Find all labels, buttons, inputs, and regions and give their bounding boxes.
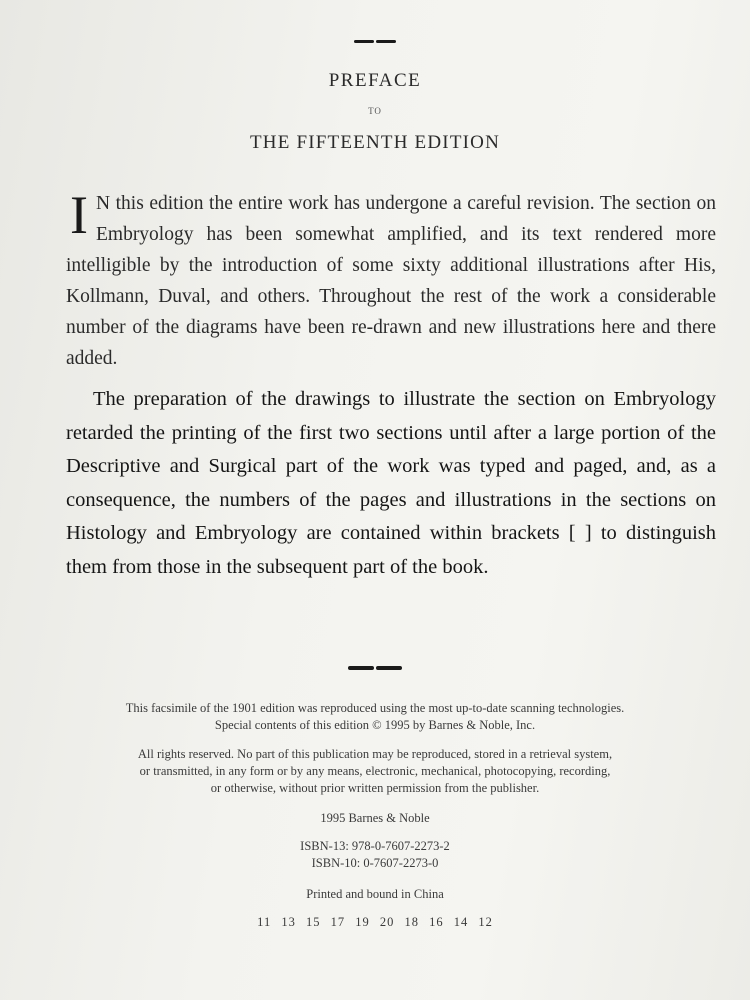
rights-line-3: or otherwise, without prior written permission from the publisher.	[210, 781, 540, 795]
paragraph-2: The preparation of the drawings to illustrate the section on Embryology retarded the printing of the first two sections until after a large portion of the Descriptive and Surgical part of the work was typed and paged, and, as a consequence, the numbers of the pages and illustrations in the sections on Histology and Embryology are contained within brackets [ ] to distinguish them from those in the subsequent part of the book.	[66, 388, 716, 578]
print-number: 17	[330, 915, 346, 929]
print-number: 15	[305, 915, 321, 929]
print-number: 12	[478, 915, 493, 929]
paragraph-1-text: N this edition the entire work has undergone a careful revision. The section on Embryology has been somewhat amplified, and its text rendered more intelligible by the introduction of some sixty additional illustrations after His, Kollmann, Duval, and others. Throughout the rest of the work a considerable number of the diagrams have been re-drawn and new illustrations here and there added.	[66, 193, 716, 369]
ornament-dash	[348, 666, 374, 670]
print-number: 16	[429, 915, 444, 929]
ornament-dash	[376, 666, 402, 670]
paragraph-1	[66, 185, 716, 374]
print-number: 18	[404, 915, 419, 929]
preface-body	[66, 185, 716, 584]
drop-cap: I	[70, 185, 88, 245]
top-ornament	[0, 32, 750, 42]
isbn-10: ISBN-10: 0-7607-2273-0	[311, 856, 439, 870]
isbn-13: ISBN-13: 978-0-7607-2273-2	[300, 839, 450, 853]
isbn-block	[0, 838, 750, 872]
print-number: 20	[379, 915, 395, 929]
publisher-line: 1995 Barnes & Noble	[320, 811, 430, 825]
print-number: 13	[281, 915, 296, 929]
printed-in: Printed and bound in China	[306, 887, 444, 901]
print-line	[0, 914, 750, 931]
print-number: 14	[453, 915, 469, 929]
facsimile-line-2: Special contents of this edition © 1995 by Barnes & Noble, Inc.	[214, 718, 536, 732]
rights-line-1: All rights reserved. No part of this publication may be reproduced, stored in a retrieval system,	[137, 747, 613, 761]
preface-title: PREFACE	[328, 70, 422, 91]
ornament-dash	[376, 40, 396, 43]
facsimile-notice	[0, 700, 750, 734]
edition-title: THE FIFTEENTH EDITION	[250, 132, 500, 153]
print-number: 11	[257, 915, 272, 929]
section-ornament	[0, 659, 750, 669]
preface-to: TO	[368, 106, 382, 116]
ornament-dash	[354, 40, 374, 43]
rights-notice	[0, 746, 750, 797]
rights-line-2: or transmitted, in any form or by any means, electronic, mechanical, photocopying, recording,	[139, 764, 611, 778]
print-number: 19	[355, 915, 370, 929]
facsimile-line-1: This facsimile of the 1901 edition was reproduced using the most up-to-date scanning technologies.	[125, 701, 625, 715]
